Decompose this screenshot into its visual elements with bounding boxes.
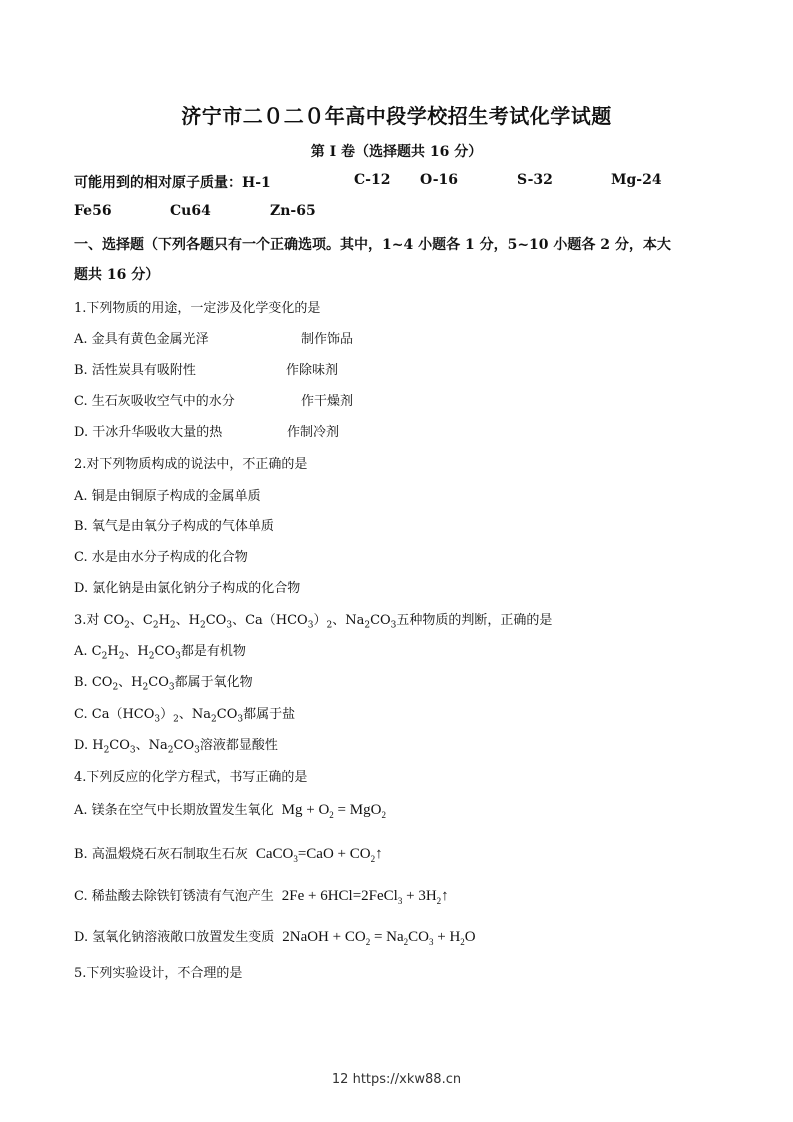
- q2-option-a: A. 铜是由铜原子构成的金属单质: [74, 489, 261, 504]
- q3-b-part: B. CO: [74, 675, 113, 690]
- mass-o: O-16: [420, 172, 459, 188]
- q4-option-d-equation: 2NaOH + $CO_2 = Na_2CO_3 + H_2O$: [282, 929, 476, 947]
- q3-b-part: 、H: [118, 675, 143, 690]
- q3-stem-part: H: [158, 613, 170, 628]
- q1-option-c: [74, 390, 354, 409]
- q1-option-c-use: 作干燥剂: [301, 394, 354, 409]
- q3-stem-part: ）: [313, 613, 327, 628]
- q3-d-part: D. H: [74, 738, 104, 753]
- q2-option-d: D. 氯化钠是由氯化钠分子构成的化合物: [74, 581, 301, 596]
- q3-a-part: A. C: [74, 644, 102, 659]
- q5-stem: 5.下列实验设计，不合理的是: [74, 966, 243, 981]
- q1-option-b: [74, 359, 339, 378]
- q4-option-a-text: A. 镁条在空气中长期放置发生氧化: [74, 803, 274, 818]
- q3-d-part: CO: [173, 738, 195, 753]
- q4-option-c: [74, 885, 449, 906]
- q3-stem-part: 、Ca（HCO: [232, 613, 308, 628]
- q3-d-part: 、Na: [135, 738, 168, 753]
- mass-c: C-12: [354, 172, 391, 188]
- q4-option-a-equation: $Mg + O_2 = MgO_2$: [281, 802, 386, 820]
- mass-cu: Cu64: [170, 203, 211, 219]
- mass-s: S-32: [517, 172, 553, 188]
- q3-stem-part: 、H: [175, 613, 200, 628]
- q1-stem: 1.下列物质的用途，一定涉及化学变化的是: [74, 301, 321, 316]
- q3-stem-part: CO: [205, 613, 227, 628]
- q3-option-b: B. $CO_2$、$H_2CO_3$都属于氧化物: [74, 675, 253, 693]
- q1-option-c-text: C. 生石灰吸收空气中的水分: [74, 394, 235, 409]
- q2-option-c: C. 水是由水分子构成的化合物: [74, 550, 248, 565]
- q1-option-b-use: 作除味剂: [286, 363, 339, 378]
- q4-option-a: [74, 799, 386, 820]
- q3-d-part: CO: [109, 738, 130, 753]
- q3-option-d: D. $H_2CO_3$、$Na_2CO_3$溶液都显酸性: [74, 738, 278, 756]
- q4-option-b-equation: CaCO$_3$=CaO + $CO_2↑$: [255, 846, 383, 864]
- q3-a-part: H: [107, 644, 119, 659]
- q3-stem-part: CO: [370, 613, 391, 628]
- q3-d-part: 溶液都显酸性: [199, 738, 278, 753]
- q3-c-part: ）: [160, 707, 174, 722]
- q3-c-part: 都属于盐: [243, 707, 296, 722]
- page-title: 济宁市二０二０年高中段学校招生考试化学试题: [181, 104, 612, 128]
- q4-option-b: [74, 843, 383, 864]
- q2-option-b: B. 氧气是由氧分子构成的气体单质: [74, 519, 274, 534]
- section-subtitle: 第 I 卷（选择题共 16 分）: [310, 144, 483, 160]
- mass-mg: Mg-24: [611, 172, 662, 188]
- q3-option-a: A. $C_2H_2$、$H_2CO_3$都是有机物: [74, 644, 246, 662]
- q3-c-part: CO: [216, 707, 238, 722]
- section-heading-line-2: 题共 16 分）: [74, 267, 160, 283]
- q4-option-d-text: D. 氢氧化钠溶液敞口放置发生变质: [74, 930, 275, 945]
- q1-option-a-use: 制作饰品: [301, 332, 354, 347]
- q1-option-b-text: B. 活性炭具有吸附性: [74, 363, 196, 378]
- q4-option-c-equation: 2Fe + 6HCl=2FeCl$_3$ + $3H_2↑$: [281, 888, 449, 906]
- section-heading-line-1: 一、选择题（下列各题只有一个正确选项。其中，1~4 小题各 1 分，5~10 小题各 2 分，本大: [74, 237, 671, 253]
- q3-stem-part: 五种物质的判断，正确的是: [396, 613, 553, 628]
- q3-a-part: 都是有机物: [180, 644, 246, 659]
- q1-option-a-text: A. 金具有黄色金属光泽: [74, 332, 209, 347]
- q3-c-part: 、Na: [178, 707, 212, 722]
- q3-option-c: C. $Ca(HCO_3)_2$、$Na_2CO_3$都属于盐: [74, 707, 296, 725]
- q3-stem-part: 3.对 CO: [74, 613, 125, 628]
- mass-fe: Fe56: [74, 203, 112, 219]
- mass-zn: Zn-65: [270, 203, 316, 219]
- q3-b-part: CO: [148, 675, 169, 690]
- q3-stem-part: 、Na: [332, 613, 365, 628]
- q3-c-part: C. Ca（HCO: [74, 707, 155, 722]
- q4-option-b-text: B. 高温煅烧石灰石制取生石灰: [74, 847, 248, 862]
- q1-option-a: [74, 328, 354, 347]
- q3-stem-part: 、C: [129, 613, 153, 628]
- q3-stem: 3.对 $CO_2$、$C_2H_2$、$H_2CO_3$、$Ca(HCO_3)_2$、$Na_2CO_3$五种物质的判断，正确的是: [74, 613, 553, 631]
- mass-h: 可能用到的相对原子质量：H-1: [74, 175, 271, 191]
- page-footer: 12 https://xkw88.cn: [331, 1072, 462, 1087]
- q2-stem: 2.对下列物质构成的说法中，不正确的是: [74, 457, 308, 472]
- q3-b-part: 都属于氧化物: [174, 675, 253, 690]
- q4-stem: 4.下列反应的化学方程式，书写正确的是: [74, 770, 308, 785]
- q1-option-d-text: D. 干冰升华吸收大量的热: [74, 425, 223, 440]
- q3-a-part: CO: [154, 644, 176, 659]
- q4-option-d: [74, 926, 476, 947]
- q3-a-part: 、H: [124, 644, 149, 659]
- q1-option-d-use: 作制冷剂: [287, 425, 340, 440]
- q4-option-c-text: C. 稀盐酸去除铁钉锈渍有气泡产生: [74, 889, 274, 904]
- q1-option-d: [74, 421, 340, 440]
